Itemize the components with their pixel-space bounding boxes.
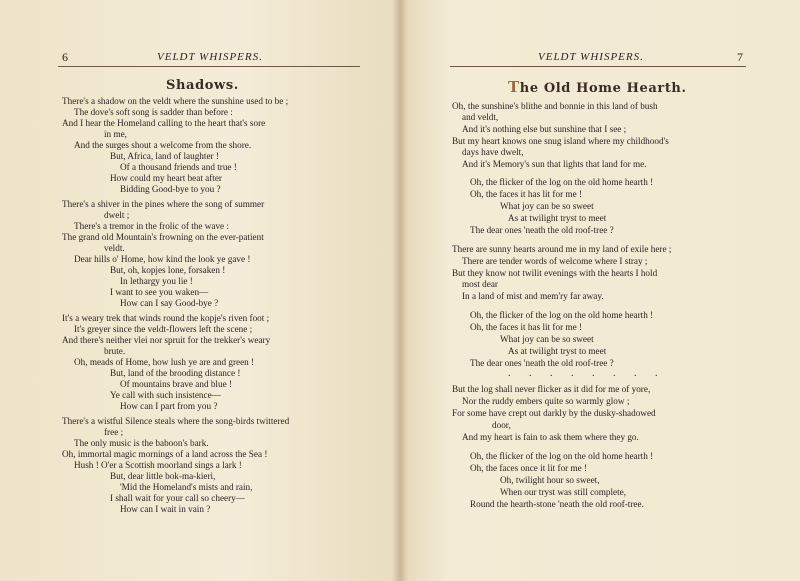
poem-line: How could my heart beat after	[110, 173, 222, 183]
poem-line: There are sunny hearts around me in my land of exile here ;	[452, 244, 672, 254]
poem-line: There are tender words of welcome where I stray ;	[462, 256, 648, 266]
poem-line: As at twilight tryst to meet	[508, 346, 607, 356]
poem-line: Oh, the sunshine's blithe and bonnie in this land of bush	[452, 101, 658, 111]
poem-line: And I hear the Homeland calling to the heart that's sore	[62, 118, 266, 128]
poem-title: Shadows.	[166, 78, 239, 93]
poem-line: And there's neither vlei nor spruit for the trekker's weary	[62, 335, 271, 345]
poem-line: Oh, the flicker of the log on the old home hearth !	[470, 451, 654, 461]
poem-line: But, oh, kopjes lone, forsaken !	[110, 265, 226, 275]
poem-line: Of a thousand friends and true !	[120, 162, 237, 172]
poem-line: What joy can be so sweet	[500, 201, 594, 211]
poem-line: Of mountains brave and blue !	[120, 379, 233, 389]
book-gutter	[392, 0, 408, 581]
poem-line: I want to see you waken—	[110, 287, 209, 297]
poem-line: door,	[492, 420, 511, 430]
header-rule	[450, 66, 746, 67]
poem-line: in me,	[104, 129, 127, 139]
poem-line: days have dwelt,	[462, 147, 524, 157]
poem-line: Dear hills o' Home, how kind the look ye gave !	[74, 254, 251, 264]
poem-line: Oh, the faces it has lit for me !	[470, 322, 582, 332]
poem-line: Oh, the flicker of the log on the old home hearth !	[470, 310, 654, 320]
poem-line: How can I wait in vain ?	[120, 504, 211, 514]
poem-line: The only music is the baboon's bark.	[74, 438, 209, 448]
page-number: 6	[62, 50, 68, 64]
poem-line: brute.	[104, 346, 126, 356]
page-number: 7	[737, 50, 743, 64]
poem-line: But the log shall never flicker as it did for me of yore,	[452, 384, 651, 394]
poem-line: But, dear little bok-ma-kieri,	[110, 471, 216, 481]
poem-line: How can I part from you ?	[120, 401, 218, 411]
poem-line: Nor the ruddy embers quite so warmly glow ;	[462, 396, 630, 406]
poem-line: How can I say Good-bye ?	[120, 298, 219, 308]
poem-line: Oh, the faces it has lit for me !	[470, 189, 582, 199]
poem-line: For some have crept out darkly by the dusky-shadowed	[452, 408, 656, 418]
poem-line: I shall wait for your call so cheery—	[110, 493, 245, 503]
poem-line: And the surges shout a welcome from the shore.	[74, 140, 252, 150]
poem-line: dwelt ;	[104, 210, 130, 220]
poem-line: There's a wistful Silence steals where the song-birds twittered	[62, 416, 290, 426]
poem-line: But they know not twilit evenings with the hearts I hold	[452, 268, 658, 278]
poem-line: The dove's soft song is sadder than before :	[74, 107, 233, 117]
poem-line: In a land of mist and mem'ry far away.	[462, 291, 604, 301]
poem-line: What joy can be so sweet	[500, 334, 594, 344]
poem-line: There's a shiver in the pines where the song of summer	[62, 199, 265, 209]
poem-line: most dear	[462, 279, 498, 289]
poem-line: veldt.	[104, 243, 125, 253]
poem-line: And my heart is fain to ask them where they go.	[462, 432, 639, 442]
poem-line: The dear ones 'neath the old roof-tree ?	[470, 358, 614, 368]
poem-line: When our tryst was still complete,	[500, 487, 627, 497]
poem-line: Oh, the faces once it lit for me !	[470, 463, 588, 473]
poem-line: Oh, twilight hour so sweet,	[500, 475, 600, 485]
poem-line: In lethargy you lie !	[120, 276, 193, 286]
poem-line: It's greyer since the veldt-flowers left the scene ;	[74, 324, 253, 334]
poem-line: As at twilight tryst to meet	[508, 213, 607, 223]
poem-line: Oh, immortal magic mornings of a land across the Sea !	[62, 449, 268, 459]
poem-line: There's a shadow on the veldt where the sunshine used to be ;	[62, 96, 289, 106]
poem-line: And it's nothing else but sunshine that I see ;	[462, 124, 627, 134]
poem-line: It's a weary trek that winds round the kopje's riven foot ;	[62, 313, 270, 323]
poem-line: But my heart knows one snug island where my childhood's	[452, 136, 669, 146]
poem-line: Round the hearth-stone 'neath the old roof-tree.	[470, 499, 644, 509]
title-rest: he Old Home Hearth.	[519, 81, 687, 96]
poem-line: Oh, the flicker of the log on the old home hearth !	[470, 177, 654, 187]
poem-line: And it's Memory's sun that lights that land for me.	[462, 159, 647, 169]
poem-line: But, Africa, land of laughter !	[110, 151, 219, 161]
poem-line: and veldt,	[462, 112, 499, 122]
poem-line: But, land of the brooding distance !	[110, 368, 241, 378]
running-title: VELDT WHISPERS.	[538, 51, 644, 63]
poem-title	[508, 78, 687, 96]
title-initial: T	[508, 78, 520, 96]
poem-line: The grand old Mountain's frowning on the ever-patient	[62, 232, 264, 242]
poem-line: free ;	[104, 427, 124, 437]
poem-line: Ye call with such insistence—	[110, 390, 221, 400]
poem-line: 'Mid the Homeland's mists and rain,	[120, 482, 253, 492]
header-rule	[58, 66, 360, 67]
poem-line: Oh, meads of Home, how lush ye are and green !	[74, 357, 255, 367]
poem-line: There's a tremor in the frolic of the wave :	[74, 221, 229, 231]
running-title: VELDT WHISPERS.	[157, 51, 263, 63]
poem-line: Bidding Good-bye to you ?	[120, 184, 221, 194]
right-page	[400, 0, 800, 581]
section-ellipsis: . . . . . . . .	[508, 368, 666, 379]
poem-line: The dear ones 'neath the old roof-tree ?	[470, 225, 614, 235]
poem-line: Hush ! O'er a Scottish moorland sings a lark !	[74, 460, 242, 470]
